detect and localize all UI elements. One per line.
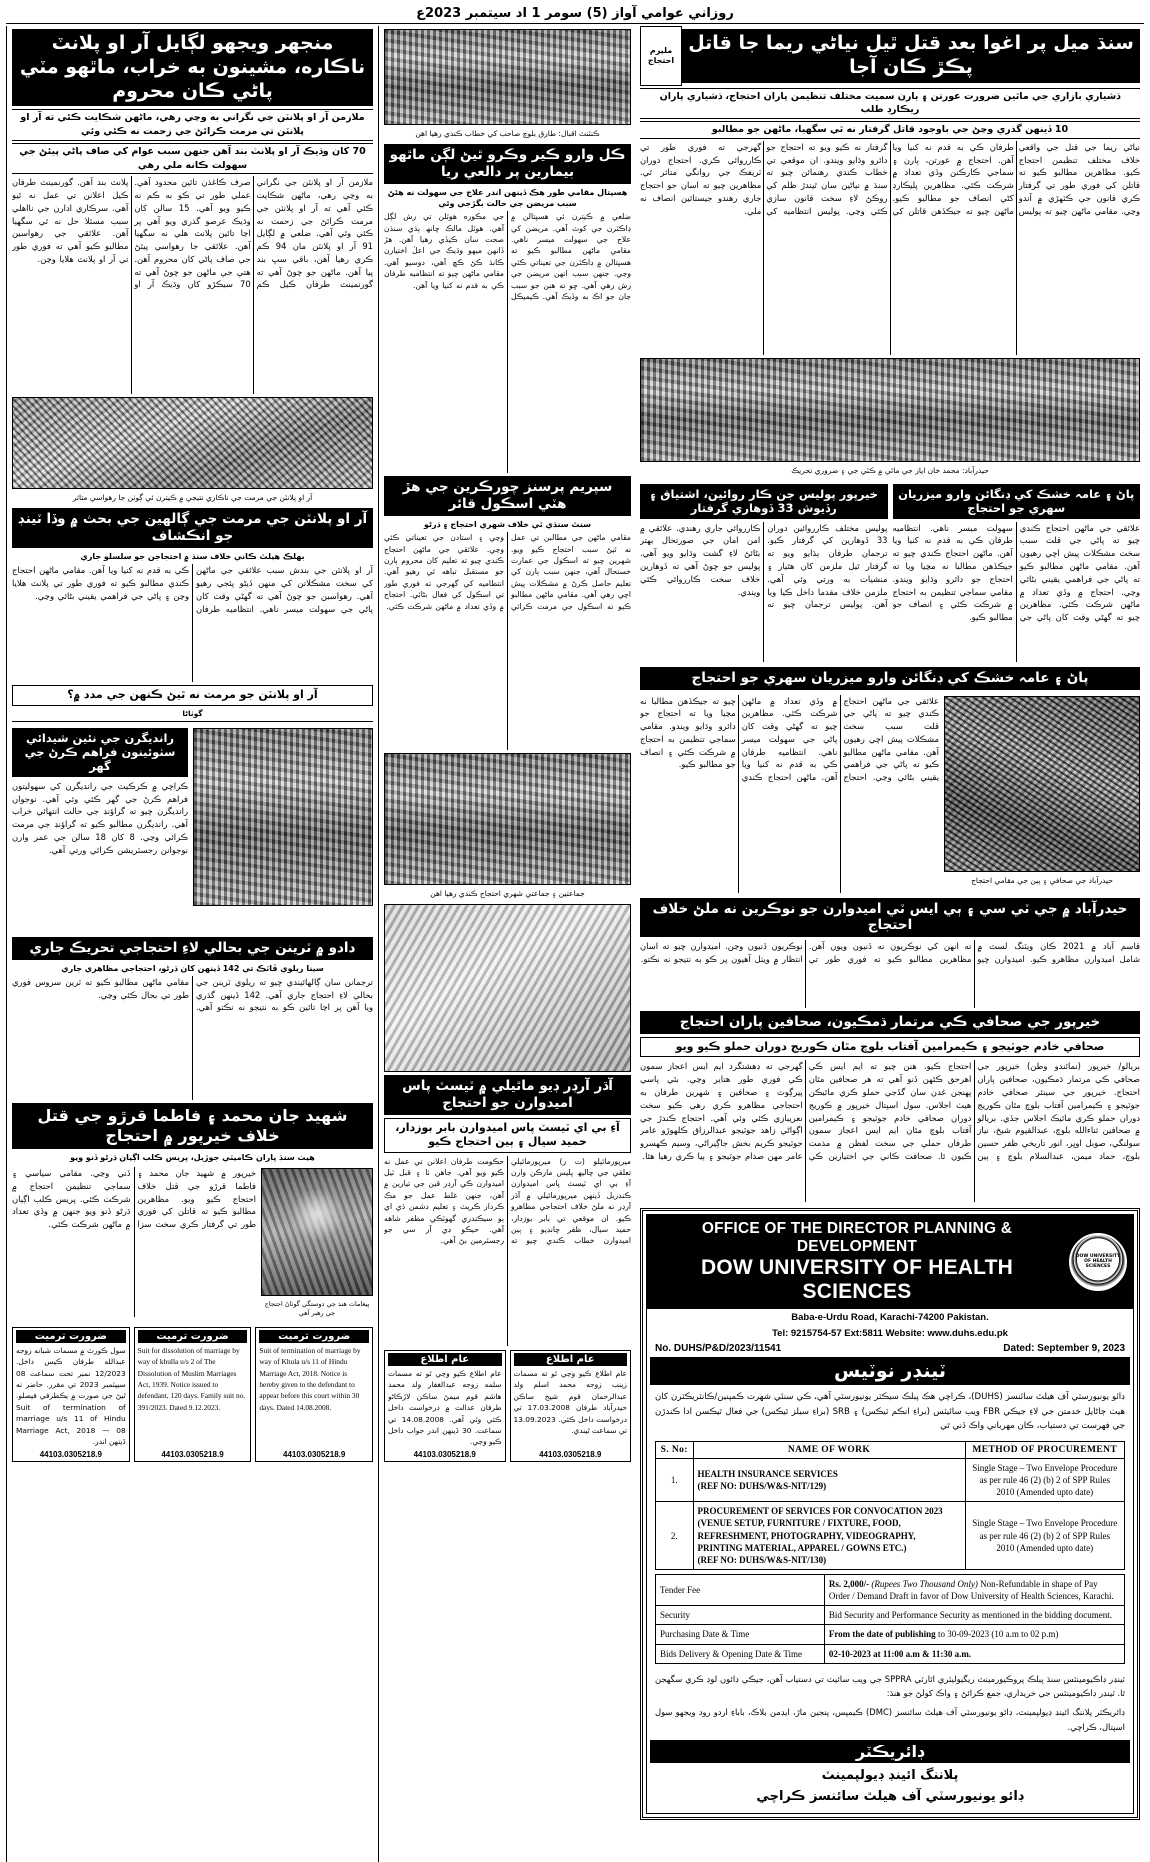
tender-footer-paragraph-1: ٽينڊر ڊاڪيومينٽس سنڌ پبلڪ پروڪيورمينٽ ريگيوليٽري اٿارٽي SPPRA جي ويب سائيٽ تي دستياب آهن، جيڪي ڊائون لوڊ ڪري سگھجن ٿا. ٽينڊر ڊاڪيومينٽس جي خريداري، جمع ڪرائڻ ۽ واڪ کولڻ جو هنڌ: <box>655 1673 1125 1699</box>
cell-method: Single Stage – Two Envelope Procedure as per rule 46 (2) (b) 2 of SPP Rules 2010 (Amended upto date) <box>965 1502 1124 1570</box>
tender-works-table <box>655 1441 1125 1570</box>
left-sec2-headline: خيرپور پوليس جن ڪار روائين، اشتياق ۽ رڏيوش 33 ڏوهاري گرفتار <box>640 484 888 519</box>
right-lead-headline: منجھر ويجھو لڳايل آر او پلانٽ ناڪاره، مشينون به خراب، ماٿھو مٽي پاڻي ڪان محروم <box>12 29 373 106</box>
table-header-row <box>656 1441 1125 1458</box>
right-sec4-headline: رانديگرن جي نئين شيدائي سٺوئينون فراهم ڪرڻ جي گھر <box>12 728 188 777</box>
mid-subhead-2: سنٿ سنڌي ٿي خلاف شھري احتجاج ۽ ڌرڻو <box>423 520 592 529</box>
detail-value-italic: (Rupees Two Thousand Only) <box>871 1578 978 1589</box>
tender-title: ٽينڊر نوٽيس <box>650 1357 1130 1385</box>
table-row <box>656 1458 1125 1501</box>
notice-title: ضرورت ترميت <box>138 1330 248 1343</box>
detail-value-text: Non-Refundable in shape of Pay Order / Demand Draft in favor of Dow University of Health Sciences, Karachi. <box>828 1578 1114 1602</box>
tender-inner-frame <box>646 1214 1134 1813</box>
notice-body: سول ڪورٽ ۾ مسمات شبانه زوجه عبدالله طرفان ڪيس داخل. 12/2023 نمبر تحت سماعت 08 سيپٽمبر 2023 تي مقرر. حاضر نه ٿيڻ جي صورت ۾ يڪطرفي فيصلو. Suit of termination of marriage u/s 11 of Hindu Marriage Act, 2018 — 08 ڏينھن اندر. <box>16 1345 126 1447</box>
work-ref: (REF NO: DUHS/W&S-NIT/130) <box>697 1554 827 1565</box>
detail-value <box>824 1574 1124 1605</box>
notice-title: ضرورت ترميت <box>16 1330 126 1343</box>
left-sec5-subhead: صحافي خادم جوٽيجو ۽ ڪيمرامين آفتاب بلوچ مٿان ڪوريج دوران حملو ڪيو ويو <box>640 1037 1140 1057</box>
th-name-of-work: NAME OF WORK <box>693 1441 965 1458</box>
detail-value <box>824 1625 1124 1644</box>
left-sec2b-headline: پاڻ ۽ عامہ خشڪ کي ڊنگائن وارو ميزريان سھري جو احتجاج <box>893 484 1141 519</box>
detail-label: Security <box>656 1606 825 1625</box>
right-lead-body: ملازمن آر او پلانٽن جي نگراني به وڃي رهي، ماڻھن شڪايت ڪئي آهي ته آر او پلانٽن جي مرمت ڪرائڻ جي زحمت نه ڪئي وئي آهي. ضلعي ۾ لڳايل 91 آر او پلانٽن مان 94 ڪم ڪري رهيا آهن، باقي سڀ بند پيا آهن. ماڻھن جو چوڻ آهي ته گورنمينٽ طرفان ڪيل ڪم صرف ڪاغذن تائين محدود آهي. عملي طور تي ڪو به ڪم نه ڪيو ويو آهي. 15 سالن کان وڌيڪ عرصو گذري ويو آهي پر اڃا تائين پلانٽ هلي نه سگھيا آهن. علائقي جا رهواسي پيئڻ جي صاف پاڻي کان محروم آهن. هتي جي ماڻھن جو چوڻ آهي ته 70 سيڪڙو کان وڌيڪ آر او پلانٽ بند آهن. گورنمينٽ طرفان ڪيل اعلانن تي عمل نه ٿيو آهي. سرڪاري ادارن جي نااهلي سبب مسئلا حل نه ٿي سگھيا آهن. علائقي جي رهواسين مطالبو ڪيو آهي ته فوري طور تي آر او پلانٽ هلايا وڃن. <box>12 177 373 290</box>
tender-signature-title: ڊائريڪٽر <box>650 1740 1130 1763</box>
mid-headline-1: ڪل وارو ڪير وڪرو ٿيڻ لڳن ماٿھو بيمارين پر دالعي ريا <box>384 144 631 184</box>
tender-footer-paragraph-2: ڊائريڪٽر پلاننگ ائينڊ ڊيولپمينٽ، ڊائو يونيورسٽي آف هيلٿ سائنسز (DMC) ڪيمپس، پنجين ماڙ، ايڊمن بلاڪ، باباءِ اردو رود ويجھو سول اسپتال، ڪراچي. <box>655 1707 1125 1732</box>
mid-body-2: مقامي ماڻھن جي مطالبن تي عمل نه ٿيڻ سبب احتجاج ڪيو ويو. شھرين چيو ته اسڪول جي عمارت خستحال آهي، جنھن سبب ٻارن کي تعليم حاصل ڪرڻ ۾ مشڪلات پيش اچي رهي آهي. مقامي ماڻھن مطالبو ڪيو ته اسڪول جي مرمت ڪرائي وڃي ۽ استادن جي تعيناتي ڪئي وڃي. علائقي جي ماڻھن احتجاج ڪندي چيو ته تعليم کان محروم ٻارن جو مستقبل تباهه ٿي رهيو آهي. انتظاميه کي گھرجي ته فوري طور تي اسڪول کي فعال بڻائي. احتجاج ۾ وڏي تعداد ۾ ماڻھن شرڪت ڪئي. <box>384 533 631 611</box>
notice-title: عام اطلاع <box>388 1353 502 1366</box>
tender-ref-row <box>647 1341 1133 1357</box>
page-grid <box>6 26 1144 1862</box>
notice-card[interactable] <box>510 1350 632 1462</box>
column-right <box>6 26 378 1862</box>
masthead <box>6 4 1144 24</box>
left-two-up <box>640 481 1140 664</box>
cell-work <box>693 1502 965 1570</box>
mid-headline-2: سپريم پرسنز چورڪرين جي هڙ هٽي اسڪول قائر <box>384 476 631 516</box>
right-sec6-subhead: هيٺ سنڌ پاران ڪاميٽي جوڙيل، پريس ڪلب اڳيان ڌرڻو ڏنو ويو <box>70 1152 315 1162</box>
masthead-text: روزاني عوامي آواز (5) سومر 1 اد سيتمبر 2023ع <box>416 6 734 21</box>
detail-label: Purchasing Date & Time <box>656 1625 825 1644</box>
work-ref: (REF NO: DUHS/W&S-NIT/129) <box>697 1481 827 1492</box>
left-lead-headline: سنڌ ميل پر اغوا بعد قتل ٿيل نياڻي ريما جا قاتل پڪڙ ڪان آجا <box>682 29 1140 83</box>
detail-label: Bids Delivery & Opening Date & Time <box>656 1644 825 1663</box>
table-row <box>656 1644 1125 1663</box>
notice-title: ضرورت ترميت <box>259 1330 369 1343</box>
tender-header-text <box>653 1220 1061 1304</box>
work-title: PROCUREMENT OF SERVICES FOR CONVOCATION 2023 (VENUE SETUP, FURNITURE / FIXTURE, FOOD, REFRESHMENT, PHOTOGRAPHY, VIDEOGRAPHY, PRINTING MATERIAL, APPAREL / GOWNS ETC.) <box>697 1506 943 1553</box>
mid-photo-protest <box>384 753 631 885</box>
tender-header <box>647 1215 1133 1309</box>
left-sec5-body: بريالو/ خيرپور (نمائندو وطن) خيرپور جي صحافي ڪي مرتمار ڌمڪيون، صحافين پاران احتجاج. خيرپور جي سينئر صحافي خادم جوٽيجو ۽ ڪيمرامين آفتاب بلوچ مٿان ڪوريج دوران حملو ڪري ماٿيڪ اجلاس جڏي. بريالو ۾ صحافين ثناءالله بلوچ، عبدالقيوم شيخ، نياز سولنگي، صوبل اوڀر، انور تاريخي ظفر حسين بلوچ، حماد ميمن، عبدالسلام بلوچ ۽ ٻين احتجاج ڪيو. هنن چيو ته ايم ايس ڪي اهرحق ڪٿھن ڏنو آهي ته هر صحافين مٿان پھنجن غدن سان گڏجي حملو ڪري ماٿيڪن هيٺ اجلاس. سول اسپتال خيرپور ۾ ڪوريج دوران صحافي خادم جوٽيجو ۽ ڪيمرامين آفتاب بلوچ مٿان ايم ايس اعجاز سمون طرفان حملي جي سخت لفظن ۾ مذمت ڪيون ٿا. صحافت ڪاني جي اختيارين ڪي گھرجي ته ڊهشتگرد ايم ايس اعجاز سمون ڪي فوري طور هتاير وڃي. بئي پاسي پيرڳوٽ ۽ صحافين ۽ شھرين طرفان به احتجاجي مظاهرو ڪري رهي ڪيو سخت نعريبازي ڪئي وئي آهي. احتجاج ڪندڙ جي اڳواڻي زاهد جوٽيجو عبدالرزاق ڪلھوڙو عامر جوٽيجو ڪريم بخش جاڳيراڻي، وسيم ڪھسرو عامر مھن صدام جوٽيجو ۽ ٻيا ڪري رهيا هئا. <box>640 1061 1140 1161</box>
th-sno: S. No: <box>656 1441 694 1458</box>
tender-contact-text: Tel: 9215754-57 Ext:5811 Website: www.duhs.edu.pk <box>772 1328 1008 1340</box>
right-photo-portrait <box>261 1168 373 1296</box>
tender-dated: Dated: September 9, 2023 <box>1003 1343 1125 1354</box>
notice-body: عام اطلاع ڪيو وڃي ٿو ته مسمات سلمه زوجه عبدالغفار ولد محمد هاشم قوم ميمڻ ساڪن لاڙڪاڻو طرفان عدالت ۾ درخواست داخل ڪئي وئي آهي. 14.08.2008 تي سماعت. 30 ڏينھن اندر جواب داخل ڪيو وڃي. <box>388 1368 502 1447</box>
badge-line-1: مليرم <box>649 45 673 55</box>
cell-sno: 2. <box>656 1502 694 1570</box>
tender-advertisement <box>640 1208 1140 1819</box>
mid-body-3: ميرپورماٿيلو (ت ر) ميرپورماٿيلي تعلقي جي چاليھ پليس مارڪن وارن آءِ بي اي ٽيسٽ پاس اميدوارن ڪنڊريل ڏينھن ميرپورماٿيلي ۾ آڌر آرڊر نه ملڻ خلاف احتجاجي مظاهرو ڪيو. ان موقعي تي بابر بوزدار، حميد سيال، ظفر چانڊيو ۽ ٻين اميدوارن خطاب ڪندي چيو ته حڪومت طرفان اعلانن تي عمل نه ڪيو ويو آهي. جاهن ٺا ۽ قبل ٽيل اميدوارن ڪي آرڊر قين جي تيارين ۾ آهن، جنھن غلط عمل جو مڪ ڪردار ڪريٽ ۽ تعليم دشمن ڌي اي ٻو سيڪندري گھوٽڪي مظفر شاهه آهي. حيڪو ڊي آر سي جو رجسٽرمين بڻ آهي. <box>384 1156 631 1246</box>
tender-intro-paragraph: ڊائو يونيورسٽي آف هيلٿ سائنسز (DUHS)، ڪراچي هڪ پبلڪ سيڪٽر يونيورسٽي آهي، ڪي سنئي شھرت ڪمپنين/ڪانٽريڪٽرن کان هيٺ ڄاڻايل خدمتن جي لاءِ جيڪي FBR ويب سائيٽس (براءِ انڪم ٽيڪس) ۽ SRB (براءِ سيلز ٽيڪس) جي فعال ٽيڪسن ادا ڪندڙن جي فھرست تي دستياب، ڪان مھرباني واڪ ڏني ٿي <box>655 1392 1125 1432</box>
th-method: METHOD OF PROCUREMENT <box>965 1441 1124 1458</box>
cell-method: Single Stage – Two Envelope Procedure as per rule 46 (2) (b) 2 of SPP Rules 2010 (Amended upto date) <box>965 1458 1124 1501</box>
left-sec4-headline: حيدرآباد ۾ جي ٽي سي ۽ ٻي ايس ٽي اميدوارن جو نوڪرين نه ملڻ خلاف احتجاج <box>640 898 1140 938</box>
notice-card[interactable] <box>255 1327 373 1462</box>
mid-body-1: ضلعي ۾ ڪيترن ئي هسپتالن ۾ ڊاڪٽرن جي کوٽ آهي. مريضن کي علاج جي سھولت ميسر ناهي. مقامي ماڻھن مطالبو ڪيو ته هسپتالن ۾ ڊاڪٽرن جي تعيناتي ڪئي وڃي. جنھن سبب انھن مريضن جي رش رهي آهي. ڇو ته هنن جو سبب جان جو اڪ به وڏيڪ آهي. ڪيميڪل جي مڪوره هوٽلن تي رش لڳل آهي. هوٽل مالڪ چانھ ٻڌي سنڌن صحت سان ڪيڏي رهيا آهن. هڙ ڏانھن ميھو وڌيڪ جي اعلٰ اختيارن ڪانڌ ڪڻ ڪڇ آهي، دوسيو آهي. مقامي ماڻھن چيو ته انتظاميه طرفان ڪي به قدم نه کنيا ويا آهن. <box>384 212 631 301</box>
detail-value-text: Bid Security and Performance Security as mentioned in the bidding document. <box>828 1610 1113 1621</box>
notice-card[interactable] <box>12 1327 130 1462</box>
column-middle <box>378 26 636 1862</box>
work-title: HEALTH INSURANCE SERVICES <box>697 1468 838 1479</box>
left-lead-subhead-2: 10 ڏينھن گذري وڃڻ جي باوجود قاتل گرفتار نه ٿي سگھيا، ماڻھن جو مطالبو <box>640 121 1140 139</box>
right-sec2-headline: آر او پلانٽن جي مرمت جي ڳالهين جي بحث ۾ وڏا ٽينڊ جو انڪشاف <box>12 508 373 548</box>
right-sec3-source: گوٺاڻا <box>182 708 203 718</box>
left-lead-headline-row <box>640 26 1140 86</box>
tender-ref-no: No. DUHS/P&D/2023/11541 <box>655 1343 782 1354</box>
right-lead-subhead-2: 70 کان وڌيڪ آر او پلانٽ بند آهن جنھن سبب عوام کي صاف پاڻي پيئڻ جي سھولت ڪانه ملي رهي <box>12 143 373 175</box>
notice-number: 44103.0305218.9 <box>161 1449 224 1459</box>
left-lead-badge <box>640 26 682 86</box>
left-sec4-body: قاسم آباد ۾ 2021 ڪان ويٽنگ لسٽ ۾ شامل اميدوارن مظاهرو ڪيو. اميدوارن چيو ته انھن کي نوڪريون نه ڏنيون ويون آهن. مظاهرين مطالبو ڪيو ته فوري طور تي نوڪريون ڏنيون وڃن. اميدوارن چيو ته اسان انتظار ۾ ويٺل آهيون پر ڪو به نتيجو نه نڪتو. <box>640 941 1140 965</box>
right-lead-subhead: ملازمن آر او پلانٽن جي نگراني به وڃي رهي، ماڻھن شڪايت ڪئي ته آر او پلانٽن تي مرمت ڪرائڻ جي زحمت نه ڪئي وئي <box>12 109 373 141</box>
notice-body: Suit of termination of marriage by way of Khula u/s 11 of Hindu Marriage Act, 2018. Notice is hereby given to the defendant to appear before this court within 30 days. Dated 14.08.2008. <box>259 1345 361 1412</box>
tender-office-line: OFFICE OF THE DIRECTOR PLANNING & DEVELOPMENT <box>701 1220 1013 1256</box>
column-left <box>636 26 1144 1862</box>
table-row <box>656 1625 1125 1644</box>
notice-card[interactable] <box>134 1327 252 1462</box>
signature-line-1: پلاننگ ائينڊ ڊيولپمينٽ <box>821 1768 959 1784</box>
mid-photo-caption-2: جماعتين ۽ جماعتي شھري احتجاج ڪندي رهيا اهن <box>430 889 585 899</box>
notice-number: 44103.0305218.9 <box>39 1449 102 1459</box>
left-lead-subhead: ڌشياري بازاري جي ماٿين ضرورت عورتن ۽ ٻارن سميت مختلف تنظيمن پاران احتجاج، ڌشياري پاران ريڪارڊ طلب <box>640 88 1140 120</box>
mid-photo-meeting <box>384 29 631 125</box>
left-sec3-caption: حيدرآباد جي صحافي ۽ ٻين جي مقامي احتجاج <box>971 875 1113 885</box>
left-photo-press-conference <box>944 696 1140 872</box>
mid-headline-3: آڌر آرڊر ڊيو ماٿيلي ۾ ٽيسٽ پاس اميدوارن جو احتجاج <box>384 1075 631 1115</box>
cell-sno: 1. <box>656 1458 694 1501</box>
right-photo-caption: آر او پلانٽن جي مرمت جي ناڪاري نتيجي ۾ ڪيترن ئي ڳوٺن جا رهواسي متاثر <box>72 493 313 503</box>
left-sec2-body: پوليس مختلف ڪارروائين دوران 33 ڏوهارين کي گرفتار ڪيو. ترجمان طرفان ٻڌايو ويو ته گرفتار ٿيل ملزمن کان هٿيار ۽ منشيات به ورتي وئي آهي. ملزمن خلاف مقدما داخل ڪيا ويا آهن. پوليس ترجمان چيو ته ڪارروائي جاري رهندي. علائقي ۾ امن امان جي صورتحال بھتر بڻائڻ لاءِ گشت وڌايو ويو آهي. پوليس جو چوڻ آهي ته ڏوهارين خلاف سخت ڪارروائي ڪئي ويندي. <box>640 522 888 610</box>
detail-value: 02-10-2023 at 11:00 a.m & 11:30 a.m. <box>824 1644 1124 1663</box>
mid-photo-caption-1: ڪنٽنٽ اقبال: طارق بلوچ صاحب کي خطاب ڪندي رهيا اهن <box>415 129 600 138</box>
left-photo-ceremony <box>640 358 1140 462</box>
tender-university-line: DOW UNIVERSITY OF HEALTH SCIENCES <box>700 1256 1014 1304</box>
right-sec5-body: ترجمانن سان ڳالهائيندي چيو ته ريلوي ٽرينن جي بحالي لاءِ احتجاج جاري آهي. 142 ڏينھن گذري ويا آهن پر اڃا تائين ڪو به نتيجو نه نڪتو آهي. مقامي ماڻھن مطالبو ڪيو ته ٽرين سروس فوري طور تي بحال ڪئي وڃي. <box>12 976 373 1013</box>
badge-line-2: احتجاج <box>647 55 675 65</box>
detail-value-bold: Rs. 2,000/- <box>828 1578 870 1589</box>
right-sec6-photo-caption: پيغامات هند جي دوستگي گوٺاڻ احتجاج جي رهبر آهي <box>264 1300 370 1317</box>
mid-subhead-1: هسپتال مقامي طور هڪ ڏينھن اندر علاج جي سھولت نه هئڻ سبب مريضن جي حالت بگڙجي وئي <box>387 187 628 209</box>
right-sec2-kicker: بھلڪ هيلٿ ڪاني خلاف سنڌ ۾ احتجاجن جو سلسلو جاري <box>80 552 305 562</box>
right-sec5-headline: دادو ۾ ٽرينن جي بحالي لاءِ احتجاجي تحريڪ جاري <box>12 937 373 960</box>
right-sec6-headline: شھيد جان محمد ۽ فاطما قرڙو جي قتل خلاف خيرپور ۾ احتجاج <box>12 1103 373 1149</box>
tender-contact <box>647 1325 1133 1341</box>
detail-value <box>824 1606 1124 1625</box>
table-row <box>656 1606 1125 1625</box>
seal-text: DOW UNIVERSITY OF HEALTH SCIENCES <box>1075 1254 1121 1269</box>
notice-title: عام اطلاع <box>514 1353 628 1366</box>
detail-label: Tender Fee <box>656 1574 825 1605</box>
mid-subhead-3: آءِ بي اي ٽيسٽ پاس اميدوارن بابر بوزدار، حميد سيال ۽ ٻين احتجاج ڪيو <box>384 1118 631 1153</box>
table-row <box>656 1502 1125 1570</box>
left-sec3-body: علائقي جي ماڻھن احتجاج ڪندي چيو ته پاڻي جي قلت سبب سخت مشڪلات پيش اچي رهيون آهن. مقامي ماڻھن مطالبو ڪيو ته پاڻي جي فراهمي يقيني بڻائي وڃي. احتجاج ۾ وڏي تعداد ۾ ماڻھن شرڪت ڪئي. مظاهرين چيو ته گھڻي وقت کان پاڻي جي سھولت ميسر ناهي. انتظاميه طرفان ڪي به قدم نه کنيا ويا آهن. ماڻھن احتجاج ڪندي چيو ته جيڪڏهن مطالبا نه مڃيا ويا ته احتجاج جو دائرو وڌايو ويندو. مقامي سماجي تنظيمن به احتجاج ۾ شرڪت ڪئي ۽ انصاف جو مطالبو ڪيو. <box>640 695 939 783</box>
notice-number: 44103.0305218.9 <box>539 1449 602 1459</box>
left-sec3-headline: پاڻ ۽ عامہ خشڪ کي ڊنگائن وارو ميزريان سھري جو احتجاج <box>640 667 1140 690</box>
university-seal-icon <box>1069 1233 1127 1291</box>
left-sec5-headline: خيرپور جي صحافي ڪي مرتمار ڌمڪيون، صحافين پاران احتجاج <box>640 1011 1140 1034</box>
signature-line-2: ڊائو يونيورسٽي آف هيلٿ سائنسز ڪراچي <box>756 1788 1024 1804</box>
notice-number: 44103.0305218.9 <box>283 1449 346 1459</box>
cell-work <box>693 1458 965 1501</box>
notice-number: 44103.0305218.9 <box>413 1449 476 1459</box>
divider <box>12 721 373 722</box>
notice-card[interactable] <box>384 1350 506 1462</box>
tender-detail-table <box>655 1574 1125 1664</box>
right-sec3-quote: آر او پلانٽن جو مرمت نه ٿيڻ ڪنھن جي مدد ۾؟ <box>12 685 373 705</box>
right-sec6-body: خيرپور ۾ شھيد جان محمد ۽ فاطما قرڙو جي قتل خلاف احتجاج ڪيو ويو. مظاهرين مطالبو ڪيو ته قاتلن کي فوري طور تي گرفتار ڪري سخت سزا ڏني وڃي. مقامي سياسي ۽ سماجي تنظيمن احتجاج ۾ شرڪت ڪئي. پريس ڪلب اڳيان ڌرڻو ڏنو ويو جنھن ۾ وڏي تعداد ۾ ماڻھن شرڪت ڪئي. <box>12 1168 256 1230</box>
detail-value-text: to 30-09-2023 (10 a.m to 02 p.m) <box>937 1629 1059 1640</box>
tender-signature-block <box>647 1763 1133 1812</box>
mid-photo-family <box>384 904 631 1072</box>
left-lead-body: نياڻي ريما جي قتل جي واقعي خلاف مختلف تنظيمن احتجاج ڪيو. مظاهرين مطالبو ڪيو ته قاتلن کي فوري طور تي گرفتار ڪري قانون جي ڪٽھڙي ۾ آندو وڃي. مقامي ماڻھن چيو ته پوليس طرفان ڪي به قدم نه کنيا ويا آهن. احتجاج ۾ عورتن، ٻارن ۽ سماجي ڪارڪنن وڏي تعداد ۾ شرڪت ڪئي. مظاهرين پليڪارڊ کڻي انصاف جو مطالبو ڪيو. ماڻھن چيو ته جيڪڏهن قاتلن کي گرفتار نه ڪيو ويو ته احتجاج جو دائرو وڌايو ويندو. ان موقعي تي خطاب ڪندي رهنمائن چيو ته سنڌ ۾ نياڻين سان ٿيندڙ ظلم کي روڪڻ لاءِ سخت قانون سازي ڪئي وڃي. پوليس انتظاميه کي گھرجي ته فوري طور تي ڪارروائي ڪري. احتجاج دوران ٽريفڪ جي روانگي متاثر ٿي. مظاهرين چيو ته اسان جو احتجاج جاري رهندو جيستائين انصاف نه ملي. <box>640 141 1140 216</box>
right-notice-row <box>12 1327 373 1462</box>
right-photo-building <box>12 397 373 489</box>
right-sec2-body: آر او پلانٽن جي بندش سبب علائقي جي ماڻھن کي سخت مشڪلاتن کي منھن ڏيڻو پئجي رهيو آهي. رهواسين جو چوڻ آهي ته گهڻي وقت کان پاڻي جي سھولت ميسر ناهي. انتظاميه طرفان ڪي به قدم نه کنيا ويا آهن. مقامي ماڻھن احتجاج ڪندي مطالبو ڪيو ته فوري طور تي پلانٽ هلايا وڃن ۽ پاڻي جي فراهمي يقيني بڻائي وڃي. <box>12 565 373 614</box>
table-row <box>656 1574 1125 1605</box>
notice-body: عام اطلاع ڪيو وڃي ٿو ته مسمات زينب زوجه محمد اسلم ولد عبدالرحمان قوم شيخ ساڪن حيدرآباد طرفان 17.03.2008 تي درخواست داخل ڪئي. 13.09.2023 تي سماعت ٿيندي. <box>513 1368 627 1435</box>
left-lead-caption: حيدرآباد: محمد خان اياز جي ماٿي ۾ ڪٽي جي ۽ ضروري تحريڪ <box>791 465 989 475</box>
tender-address: Baba-e-Urdu Road, Karachi-74200 Pakistan. <box>791 1312 989 1324</box>
right-photo-group <box>193 728 373 906</box>
left-sec2b-body: علائقي جي ماڻھن احتجاج ڪندي چيو ته پاڻي جي قلت سبب سخت مشڪلات پيش اچي رهيون آهن. مقامي ماڻھن مطالبو ڪيو ته پاڻي جي فراهمي يقيني بڻائي وڃي. احتجاج ۾ وڏي تعداد ۾ ماڻھن شرڪت ڪئي. مظاهرين چيو ته گھڻي وقت کان پاڻي جي سھولت ميسر ناهي. انتظاميه طرفان ڪي به قدم نه کنيا ويا آهن. ماڻھن احتجاج ڪندي چيو ته جيڪڏهن مطالبا نه مڃيا ويا ته احتجاج جو دائرو وڌايو ويندو. مقامي سماجي تنظيمن به احتجاج ۾ شرڪت ڪئي ۽ انصاف جو مطالبو ڪيو. <box>892 522 1140 623</box>
right-sec5-subhead: سينا ريلوي ڦاٽڪ تي 142 ڏينھن کان ڌرڻو، احتجاجي مظاهري جاري <box>61 963 324 973</box>
detail-value-bold: From the date of publishing <box>828 1629 936 1640</box>
mid-notice-row <box>384 1350 631 1462</box>
notice-body: Suit for dissolution of marriage by way of khulla u/s 2 of The Dissolution of Muslim Marriages Act, 1939. Notice issued to defendant, 120 days. Family suit no. 391/2023. Dated 9.12.2023. <box>137 1345 246 1412</box>
right-sec4-body: ڪراچي ۾ ڪرڪيٽ جي رانديگرن کي سھوليتون فراهم ڪرڻ جي گھر ڪئي وئي آهي. نوجوان رانديگرن چيو ته گراؤنڊ جي حالت انتھائي خراب آهي. رانديگرن مطالبو ڪيو ته گراؤنڊ جي مرمت ڪرائي وڃي. 8 کان 18 سالن جي عمر وارن نوجوانن رجسٽريشن ڪرائي ورتي آهي. <box>12 780 188 855</box>
